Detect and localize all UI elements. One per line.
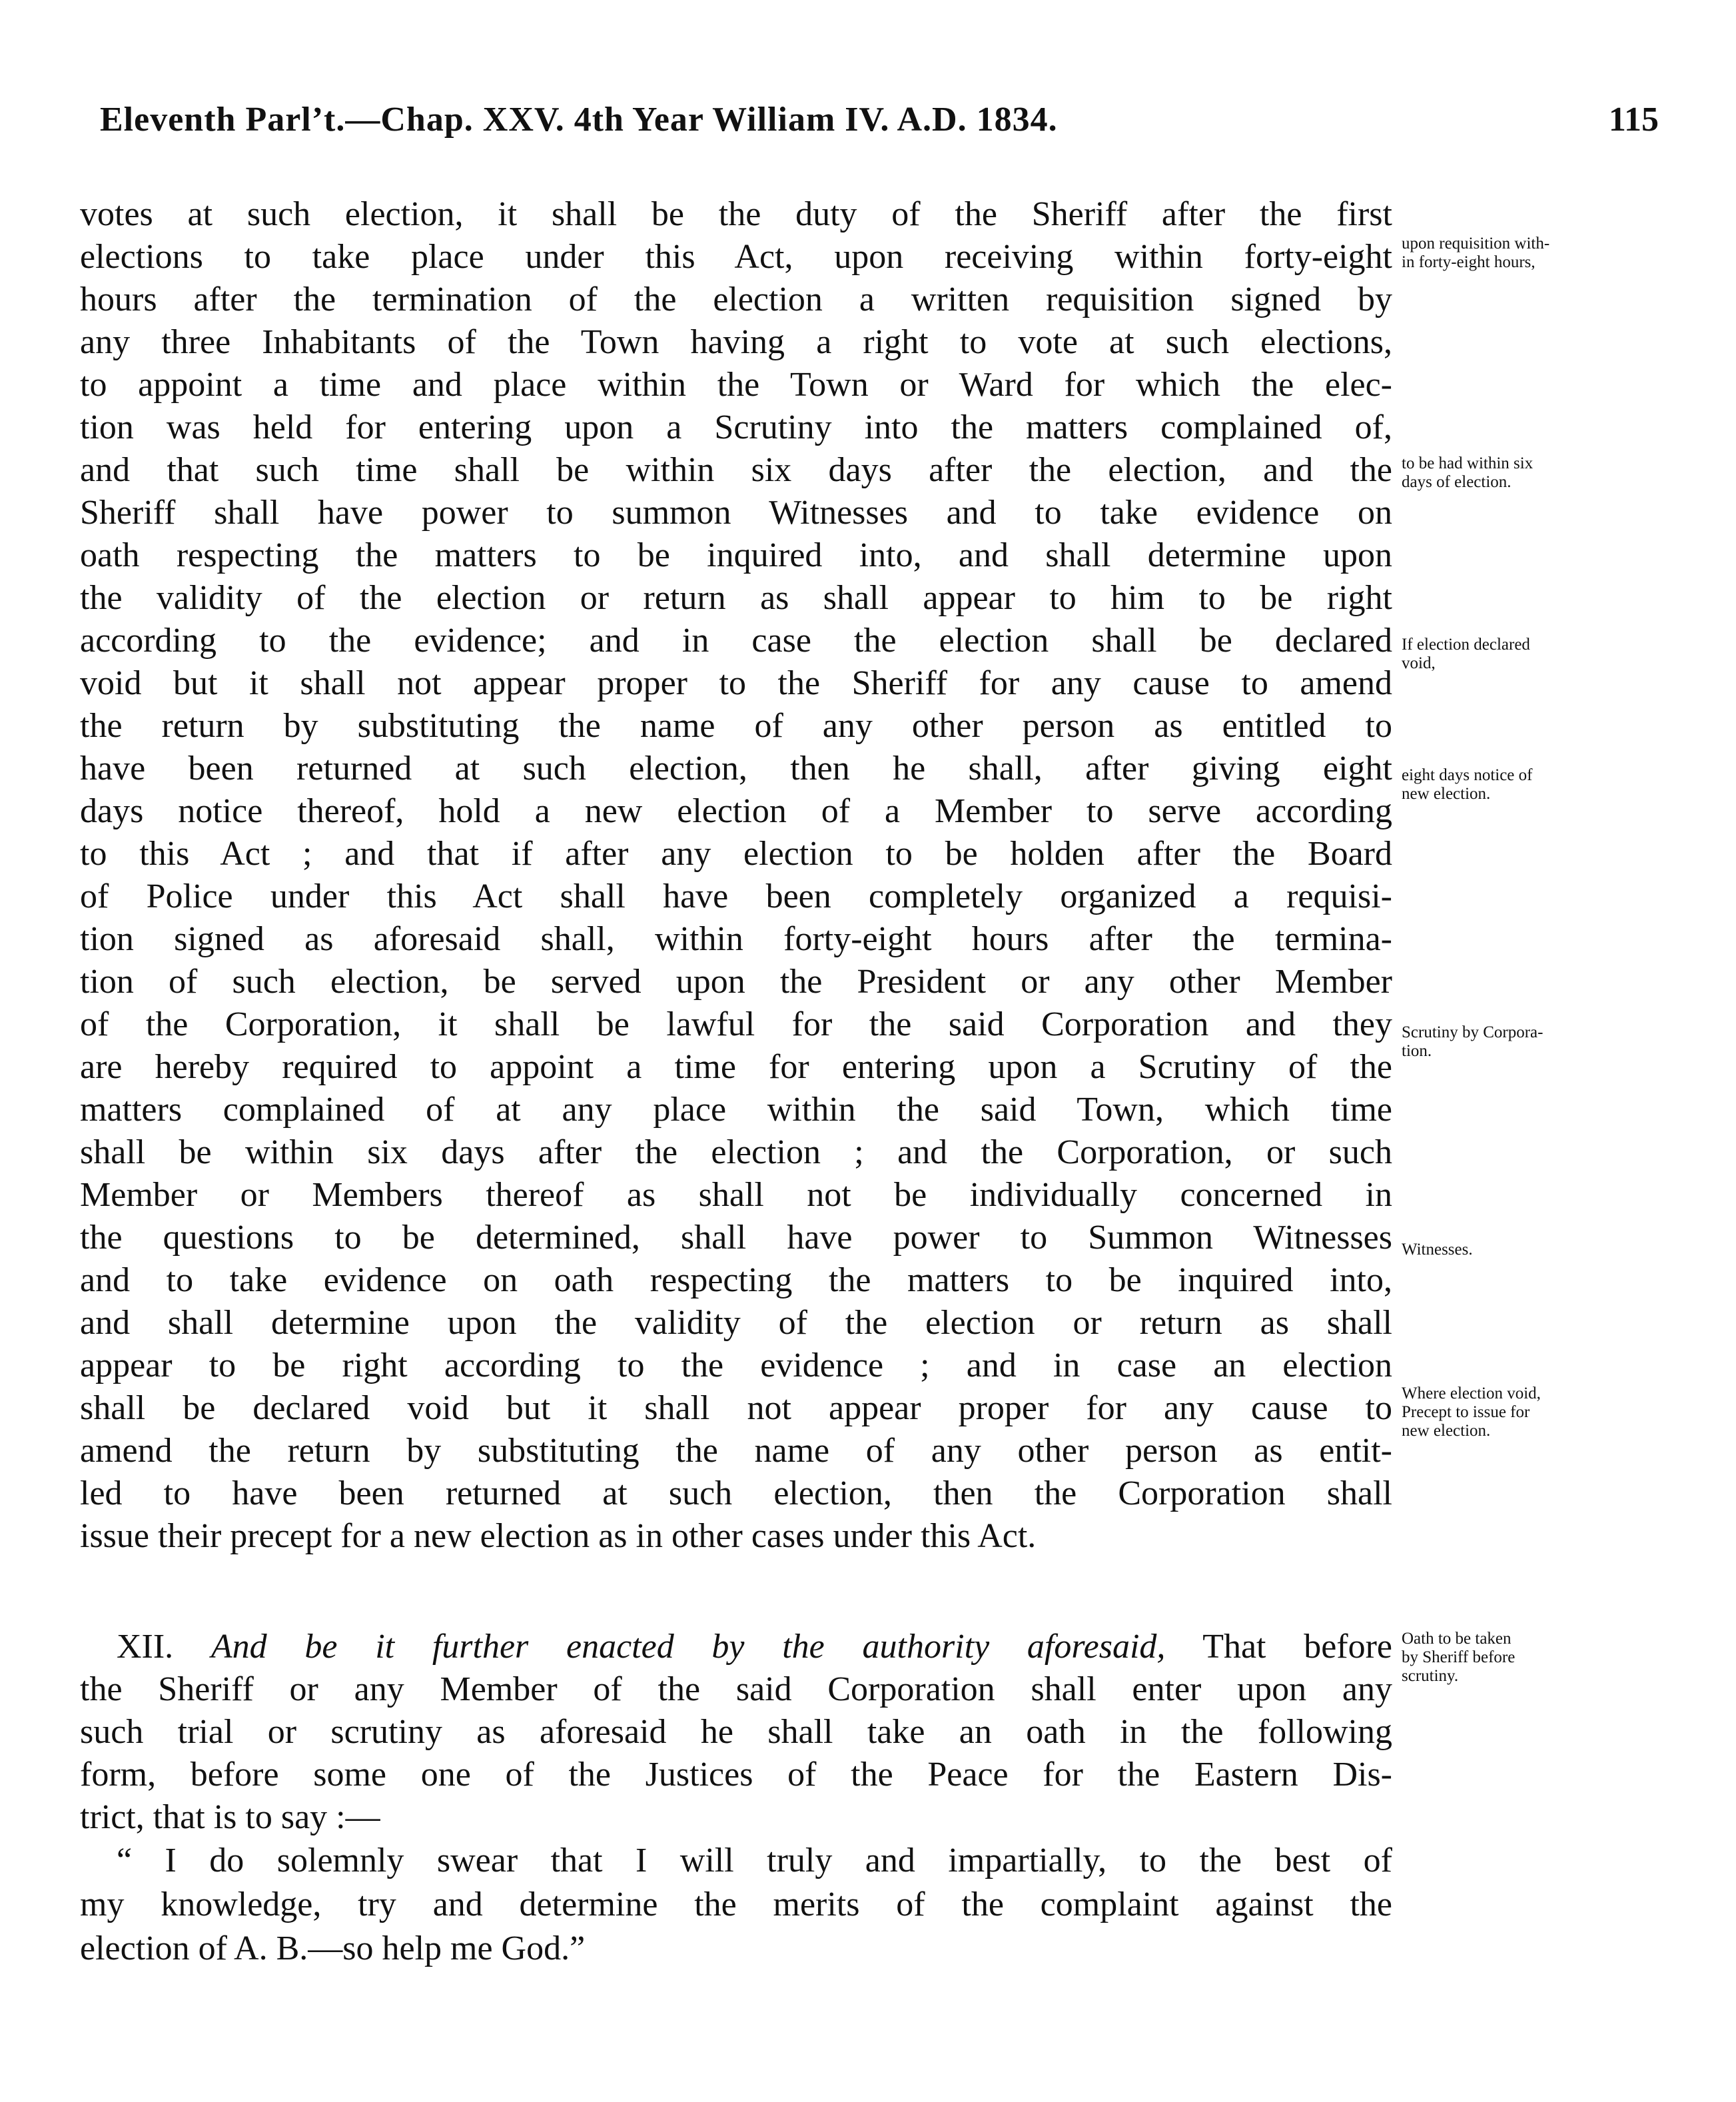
text-line: the validity of the election or return as shall appear to him to be right: [80, 579, 1392, 617]
text-line: form, before some one of the Justices of the Peace for the Eastern Dis-: [80, 1756, 1392, 1794]
text-line: my knowledge, try and determine the merits of the complaint against the: [80, 1885, 1392, 1923]
text-line: matters complained of at any place within the said Town, which time: [80, 1091, 1392, 1129]
text-line: void but it shall not appear proper to the Sheriff for any cause to amend: [80, 664, 1392, 702]
text-line: appear to be right according to the evidence ; and in case an election: [80, 1346, 1392, 1384]
margin-note-line: Oath to be taken: [1402, 1630, 1512, 1648]
margin-note-line: upon requisition with-: [1402, 235, 1550, 253]
text-line: have been returned at such election, then he shall, after giving eight: [80, 750, 1392, 788]
section-xii: [80, 1626, 1392, 1839]
text-line: are hereby required to appoint a time for entering upon a Scrutiny of the: [80, 1048, 1392, 1086]
margin-note-eight-days: [1402, 766, 1661, 803]
page-number: 115: [1608, 101, 1659, 139]
oath-quote: [80, 1839, 1392, 1971]
text-line: such trial or scrutiny as aforesaid he shall take an oath in the following: [80, 1713, 1392, 1751]
text-line: days notice thereof, hold a new election of a Member to serve according: [80, 792, 1392, 830]
text-line: of the Corporation, it shall be lawful for the said Corporation and they: [80, 1005, 1392, 1043]
margin-note-line: eight days notice of: [1402, 766, 1533, 784]
text-line: tion signed as aforesaid shall, within forty-eight hours after the termina-: [80, 920, 1392, 958]
text-line: [80, 1626, 1392, 1668]
margin-note-line: new election.: [1402, 1422, 1491, 1440]
text-line: elections to take place under this Act, upon receiving within forty-eight: [80, 238, 1392, 276]
margin-note-line: Where election void,: [1402, 1384, 1541, 1402]
text-line: to appoint a time and place within the Town or Ward for which the elec-: [80, 366, 1392, 404]
text-line: “ I do solemnly swear that I will truly and impartially, to the best of: [117, 1841, 1392, 1879]
margin-note-line: void,: [1402, 654, 1436, 672]
margin-note-line: Precept to issue for: [1402, 1403, 1530, 1421]
text-line: and shall determine upon the validity of the election or return as shall: [80, 1304, 1392, 1342]
running-head: Eleventh Parl’t.—Chap. XXV. 4th Year William IV. A.D. 1834.: [100, 101, 1058, 139]
text-line: to this Act ; and that if after any election to be holden after the Board: [80, 835, 1392, 873]
text-line: amend the return by substituting the name of any other person as entit-: [80, 1432, 1392, 1470]
margin-note-line: by Sheriff before: [1402, 1648, 1516, 1666]
text-line: oath respecting the matters to be inquired into, and shall determine upon: [80, 536, 1392, 574]
text-line: hours after the termination of the election a written requisition signed by: [80, 280, 1392, 318]
text-line: tion of such election, be served upon the President or any other Member: [80, 963, 1392, 1001]
section-number: XII.: [117, 1628, 174, 1666]
margin-note-line: scrutiny.: [1402, 1667, 1459, 1685]
text-line: Member or Members thereof as shall not be individually concerned in: [80, 1176, 1392, 1214]
margin-note-scrutiny: [1402, 1023, 1661, 1061]
text-line: the Sheriff or any Member of the said Corporation shall enter upon any: [80, 1670, 1392, 1708]
margin-note-line: Witnesses.: [1402, 1241, 1473, 1259]
page-header: [100, 100, 1659, 153]
margin-note-line: in forty-eight hours,: [1402, 253, 1535, 271]
text-line: election of A. B.—so help me God.”: [80, 1929, 586, 1967]
margin-note-line: Scrutiny by Corpora-: [1402, 1023, 1543, 1041]
paragraph-scrutiny: [80, 193, 1392, 1558]
text-line: and that such time shall be within six days after the election, and the: [80, 451, 1392, 489]
text-line: Sheriff shall have power to summon Witnesses and to take evidence on: [80, 494, 1392, 532]
margin-note-oath: [1402, 1630, 1661, 1686]
text-line: shall be declared void but it shall not appear proper for any cause to: [80, 1389, 1392, 1427]
margin-note-requisition: [1402, 235, 1661, 272]
text-line: the questions to be determined, shall have power to Summon Witnesses: [80, 1219, 1392, 1257]
margin-note-line: days of election.: [1402, 473, 1512, 491]
margin-note-line: new election.: [1402, 785, 1491, 803]
text-line: tion was held for entering upon a Scrutiny into the matters complained of,: [80, 408, 1392, 446]
text-line: and to take evidence on oath respecting the matters to be inquired into,: [80, 1261, 1392, 1299]
text-line: any three Inhabitants of the Town having a right to vote at such elections,: [80, 323, 1392, 361]
text-line: the return by substituting the name of any other person as entitled to: [80, 707, 1392, 745]
margin-note-line: If election declared: [1402, 636, 1530, 654]
text-line: issue their precept for a new election as in other cases under this Act.: [80, 1517, 1037, 1555]
margin-note-declared-void: [1402, 636, 1661, 673]
margin-note-line: to be had within six: [1402, 454, 1533, 472]
margin-note-line: tion.: [1402, 1042, 1432, 1060]
enacting-clause: And be it further enacted by the authority aforesaid,: [211, 1628, 1166, 1666]
text-line: of Police under this Act shall have been completely organized a requisi-: [80, 877, 1392, 915]
text-line: trict, that is to say :—: [80, 1798, 380, 1836]
margin-note-six-days: [1402, 454, 1661, 492]
margin-note-witnesses: [1402, 1241, 1661, 1259]
text-line: according to the evidence; and in case the election shall be declared: [80, 622, 1392, 660]
first-line-rest: That before: [1202, 1628, 1393, 1666]
text-line: votes at such election, it shall be the duty of the Sheriff after the first: [80, 195, 1392, 233]
text-line: led to have been returned at such election, then the Corporation shall: [80, 1474, 1392, 1512]
text-line: shall be within six days after the election ; and the Corporation, or such: [80, 1133, 1392, 1171]
margin-note-precept: [1402, 1384, 1661, 1440]
